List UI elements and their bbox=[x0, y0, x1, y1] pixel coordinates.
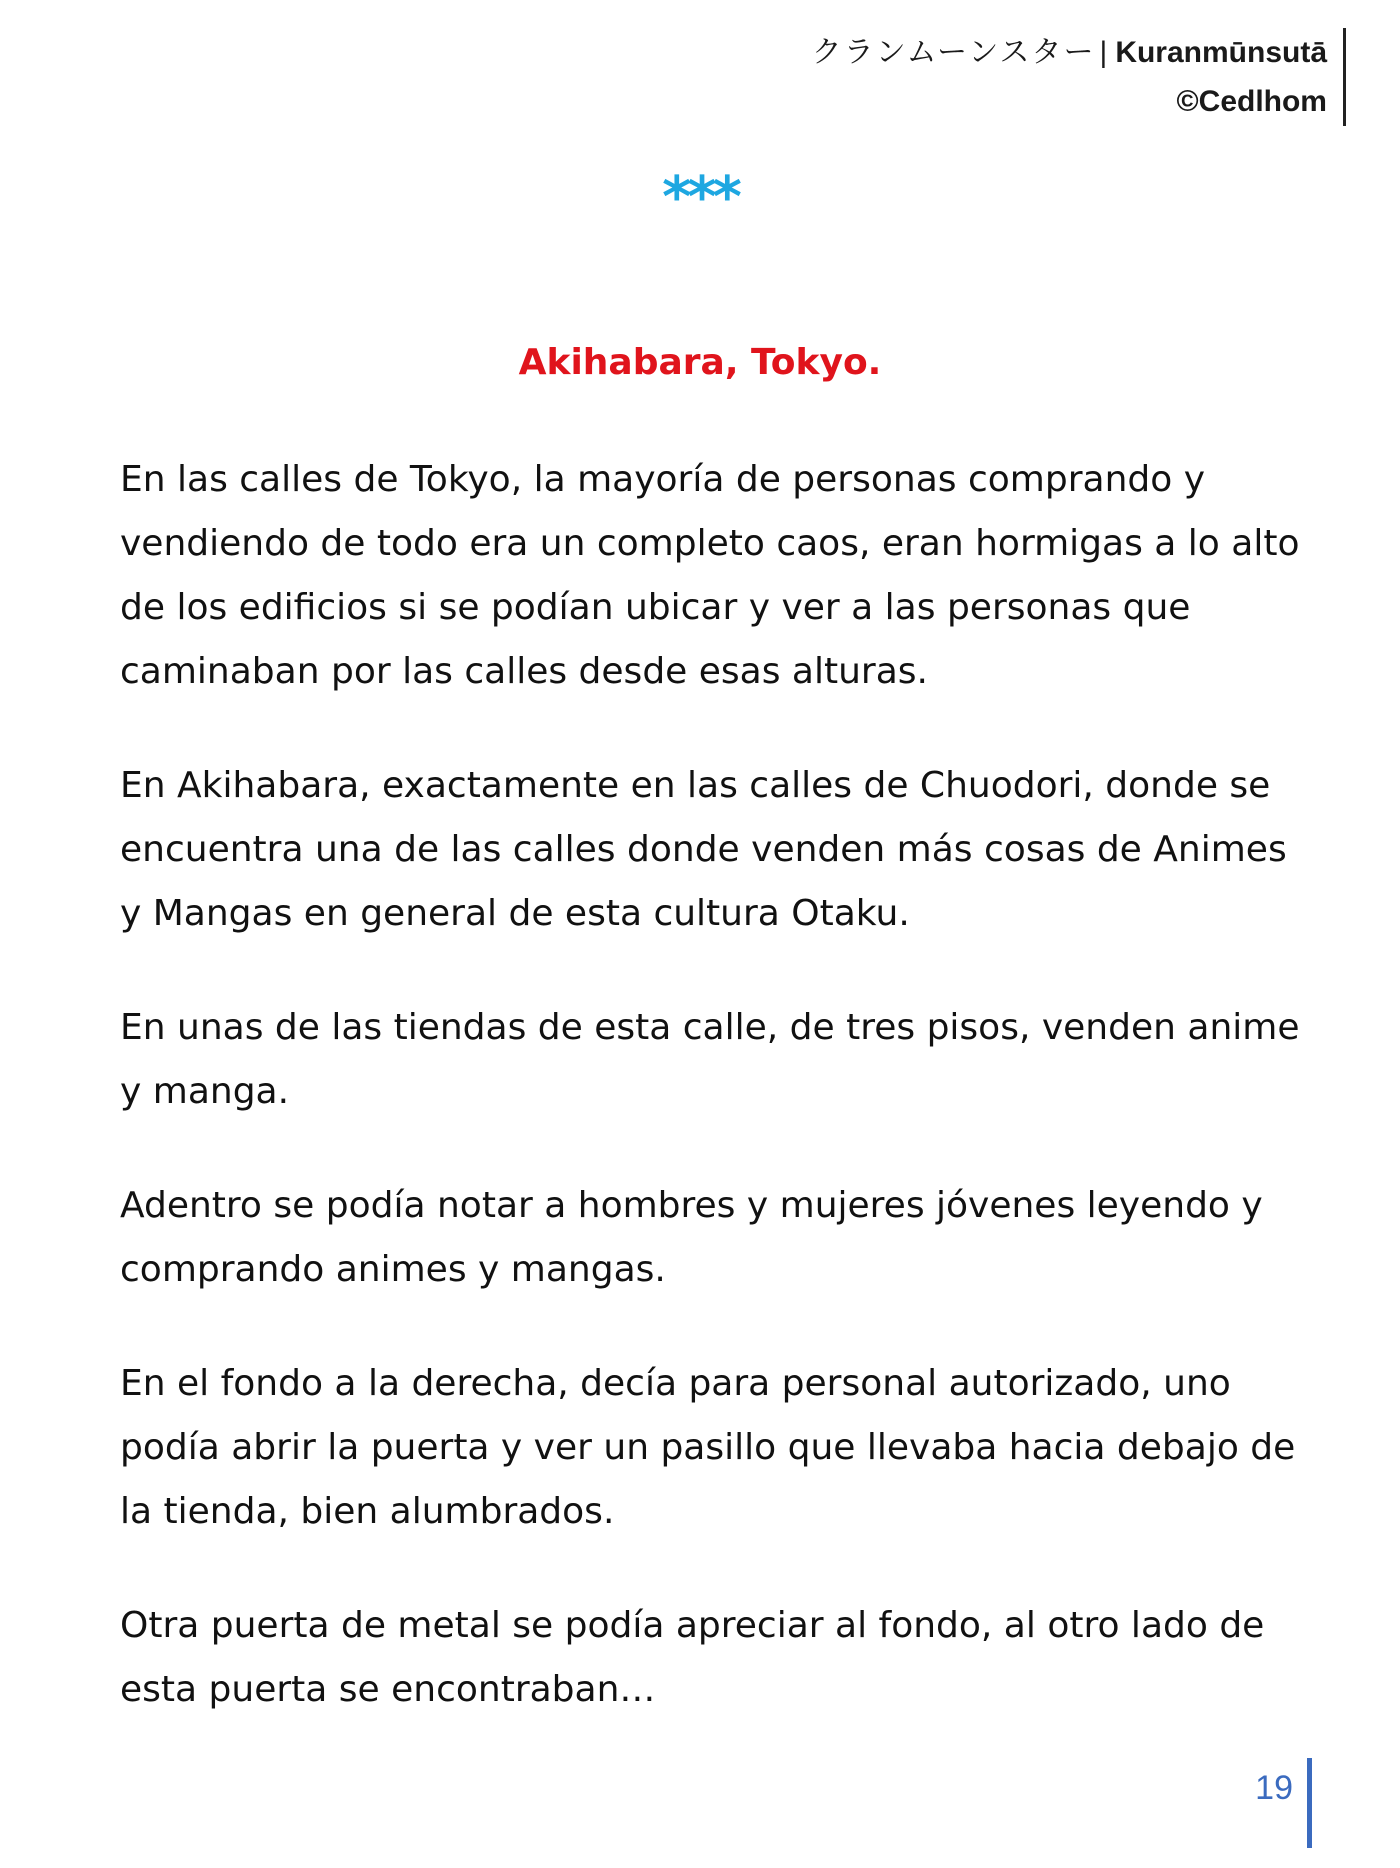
scene-location-heading: Akihabara, Tokyo. bbox=[518, 342, 882, 383]
paragraph: Otra puerta de metal se podía apreciar al fondo, al otro lado de esta puerta se encontraban… bbox=[120, 1605, 1265, 1710]
page-number: 19 bbox=[1255, 1758, 1312, 1848]
section-divider-stars: *** bbox=[662, 165, 738, 230]
paragraph: En Akihabara, exactamente en las calles de Chuodori, donde se encuentra una de las calles donde venden más cosas de Animes y Mangas en general de esta cultura Otaku. bbox=[120, 765, 1287, 934]
paragraph: En el fondo a la derecha, decía para personal autorizado, uno podía abrir la puerta y ver un pasillo que llevaba hacia debajo de la tienda, bien alumbrados. bbox=[120, 1363, 1296, 1532]
paragraph: En las calles de Tokyo, la mayoría de personas comprando y vendiendo de todo era un completo caos, eran hormigas a lo alto de los edificios si se podían ubicar y ver a las personas que caminaban por las calles desde esas alturas. bbox=[120, 459, 1300, 692]
paragraph: En unas de las tiendas de esta calle, de tres pisos, venden anime y manga. bbox=[120, 1007, 1300, 1112]
running-header bbox=[812, 28, 1346, 126]
header-japanese-title: クランムーンスター bbox=[811, 35, 1096, 70]
paragraph: Adentro se podía notar a hombres y mujeres jóvenes leyendo y comprando animes y mangas. bbox=[120, 1185, 1263, 1290]
header-title-line bbox=[812, 28, 1327, 77]
header-romaji-title: Kuranmūnsutā bbox=[1115, 36, 1327, 69]
chapter-body bbox=[120, 448, 1300, 1772]
header-copyright: ©Cedlhom bbox=[1176, 85, 1327, 118]
header-separator: | bbox=[1099, 36, 1108, 69]
